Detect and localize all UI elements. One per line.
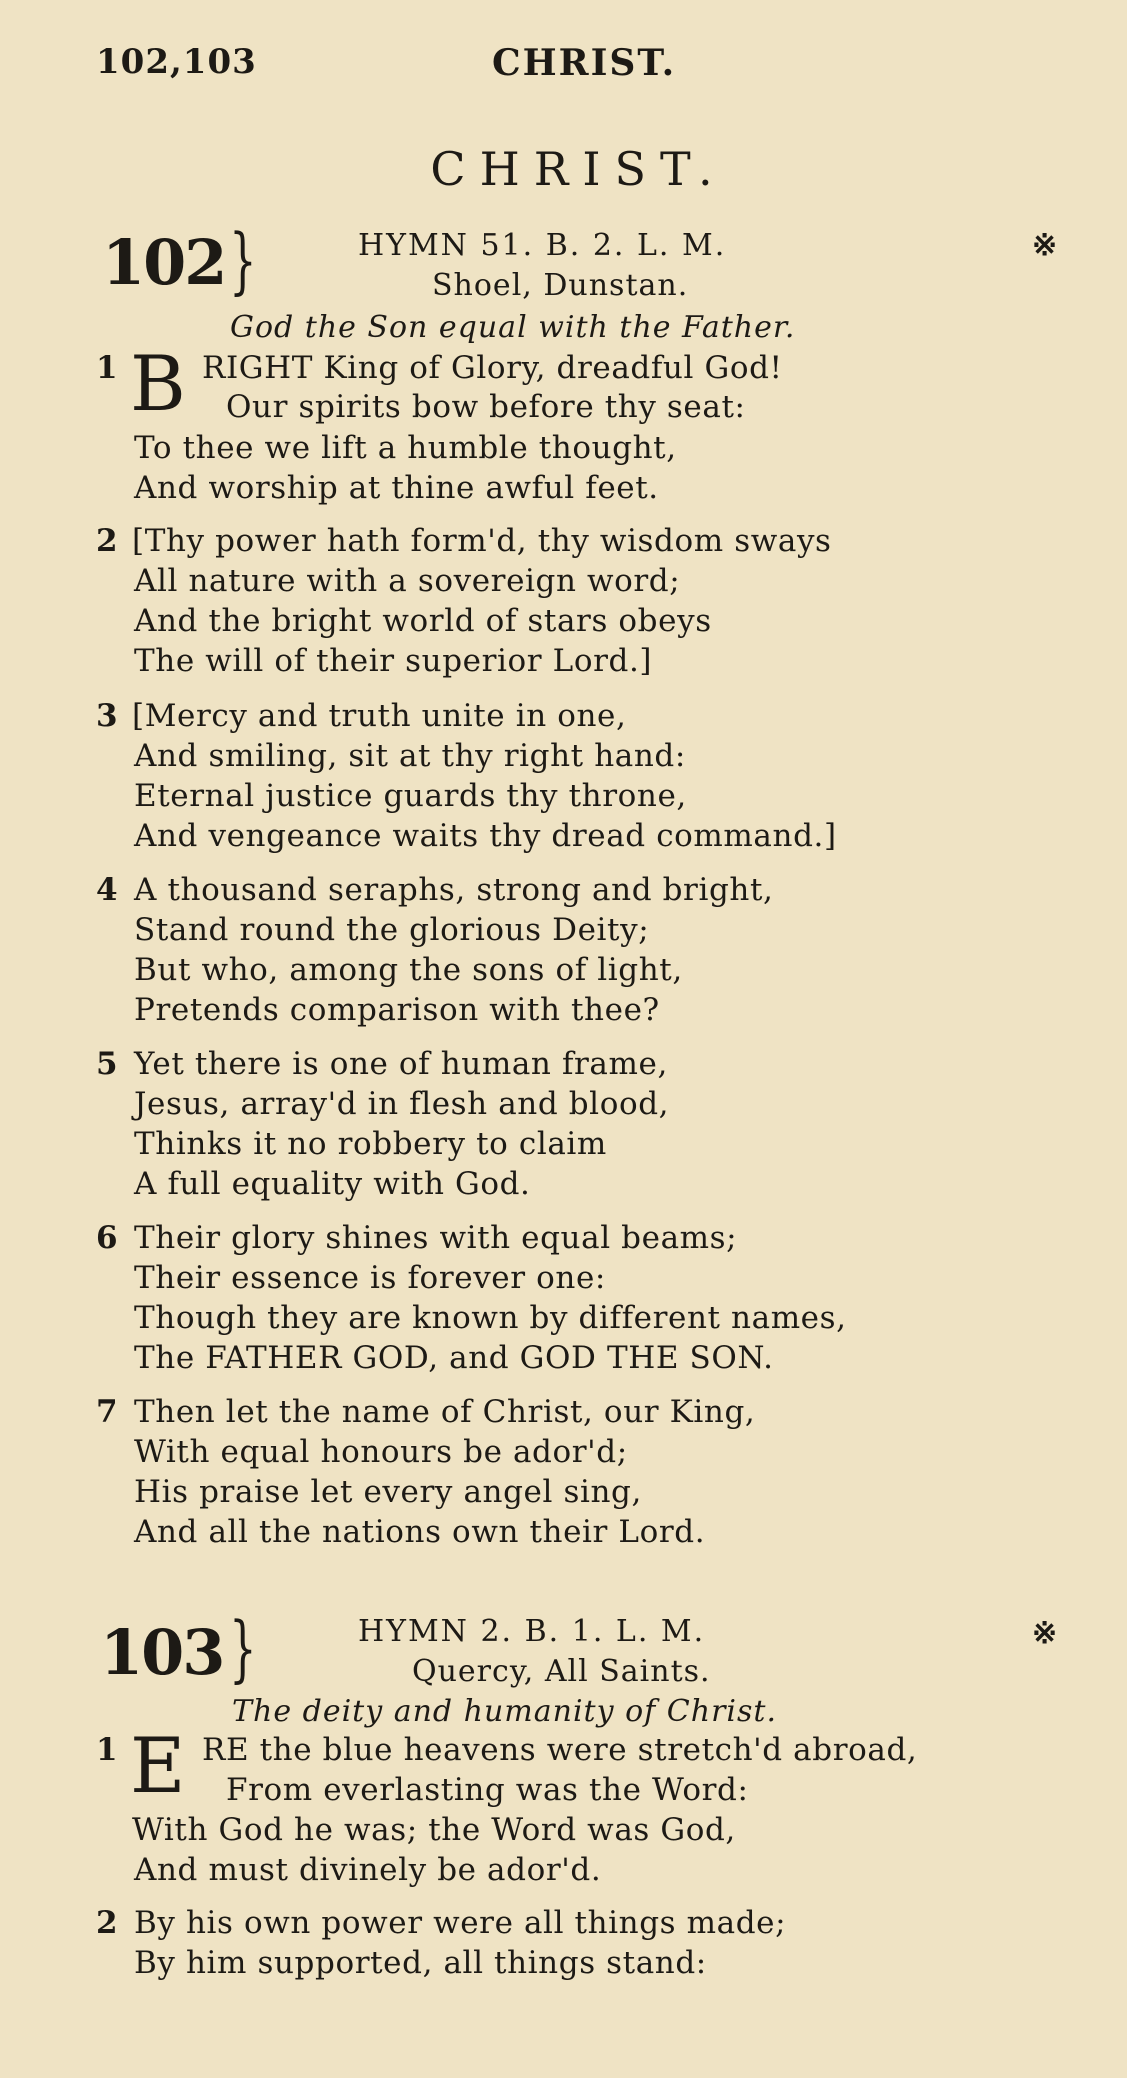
verse-line: With God he was; the Word was God,	[132, 1812, 736, 1848]
hymn-tunes: Quercy, All Saints.	[412, 1654, 711, 1689]
verse-number: 5	[96, 1046, 118, 1082]
verse-line: And vengeance waits thy dread command.]	[134, 818, 837, 854]
drop-cap: E	[130, 1721, 186, 1810]
verse-line: Then let the name of Christ, our King,	[134, 1394, 756, 1430]
verse-line: All nature with a sovereign word;	[134, 563, 681, 599]
verse-line: Eternal justice guards thy throne,	[134, 778, 687, 814]
verse-line: Pretends comparison with thee?	[134, 992, 660, 1028]
verse-line: A thousand seraphs, strong and bright,	[134, 872, 774, 908]
page-numbers: 102,103	[96, 42, 257, 82]
ornament-icon: ※	[1032, 228, 1058, 263]
verse-number: 1	[96, 350, 118, 386]
hymn-reference: HYMN 2. B. 1. L. M.	[358, 1614, 706, 1649]
hymn-tunes: Shoel, Dunstan.	[432, 268, 689, 303]
hymn-number: 103	[100, 1616, 224, 1689]
verse-line: Jesus, array'd in flesh and blood,	[134, 1086, 670, 1122]
ornament-icon: ※	[1032, 1616, 1058, 1651]
verse-number: 4	[96, 872, 118, 908]
hymn-brace: }	[229, 1606, 257, 1690]
verse-line: With equal honours be ador'd;	[134, 1434, 628, 1470]
hymn-reference: HYMN 51. B. 2. L. M.	[358, 228, 727, 263]
verse-line: A full equality with God.	[134, 1166, 531, 1202]
verse-line: And the bright world of stars obeys	[134, 603, 712, 639]
verse-line: Yet there is one of human frame,	[134, 1046, 668, 1082]
verse-line: From everlasting was the Word:	[226, 1772, 749, 1808]
verse-line: By his own power were all things made;	[134, 1905, 787, 1941]
verse-number: 2	[96, 523, 118, 559]
hymn-number: 102	[102, 226, 226, 299]
verse-number: 2	[96, 1905, 118, 1941]
verse-line: By him supported, all things stand:	[134, 1945, 707, 1981]
verse-line: [Thy power hath form'd, thy wisdom sways	[132, 523, 832, 559]
verse-line: His praise let every angel sing,	[134, 1474, 642, 1510]
verse-line: And smiling, sit at thy right hand:	[134, 738, 686, 774]
verse-line: RIGHT King of Glory, dreadful God!	[202, 350, 783, 386]
verse-line: And all the nations own their Lord.	[134, 1514, 706, 1550]
verse-number: 6	[96, 1220, 118, 1256]
running-head	[96, 42, 1096, 92]
verse-line: But who, among the sons of light,	[134, 952, 683, 988]
verse-line: Though they are known by different names,	[134, 1300, 847, 1336]
verse-line: Their glory shines with equal beams;	[134, 1220, 738, 1256]
verse-line: Stand round the glorious Deity;	[134, 912, 650, 948]
verse-line: Their essence is forever one:	[134, 1260, 606, 1296]
verse-line: The FATHER GOD, and GOD THE SON.	[134, 1340, 774, 1376]
verse-line: Thinks it no robbery to claim	[134, 1126, 607, 1162]
verse-number: 7	[96, 1394, 118, 1430]
verse-line: To thee we lift a humble thought,	[134, 430, 677, 466]
hymn-subject: The deity and humanity of Christ.	[232, 1694, 777, 1729]
running-title: CHRIST.	[492, 42, 677, 84]
verse-line: [Mercy and truth unite in one,	[132, 698, 627, 734]
verse-number: 3	[96, 698, 118, 734]
verse-line: Our spirits bow before thy seat:	[226, 389, 746, 425]
verse-line: And must divinely be ador'd.	[134, 1852, 602, 1888]
verse-line: RE the blue heavens were stretch'd abroad,	[202, 1732, 918, 1768]
verse-line: And worship at thine awful feet.	[134, 470, 659, 506]
verse-number: 1	[96, 1732, 118, 1768]
hymn-brace: }	[229, 218, 257, 302]
hymn-subject: God the Son equal with the Father.	[230, 310, 796, 345]
verse-line: The will of their superior Lord.]	[134, 643, 653, 679]
drop-cap: B	[130, 339, 186, 428]
section-title: CHRIST.	[430, 142, 727, 196]
